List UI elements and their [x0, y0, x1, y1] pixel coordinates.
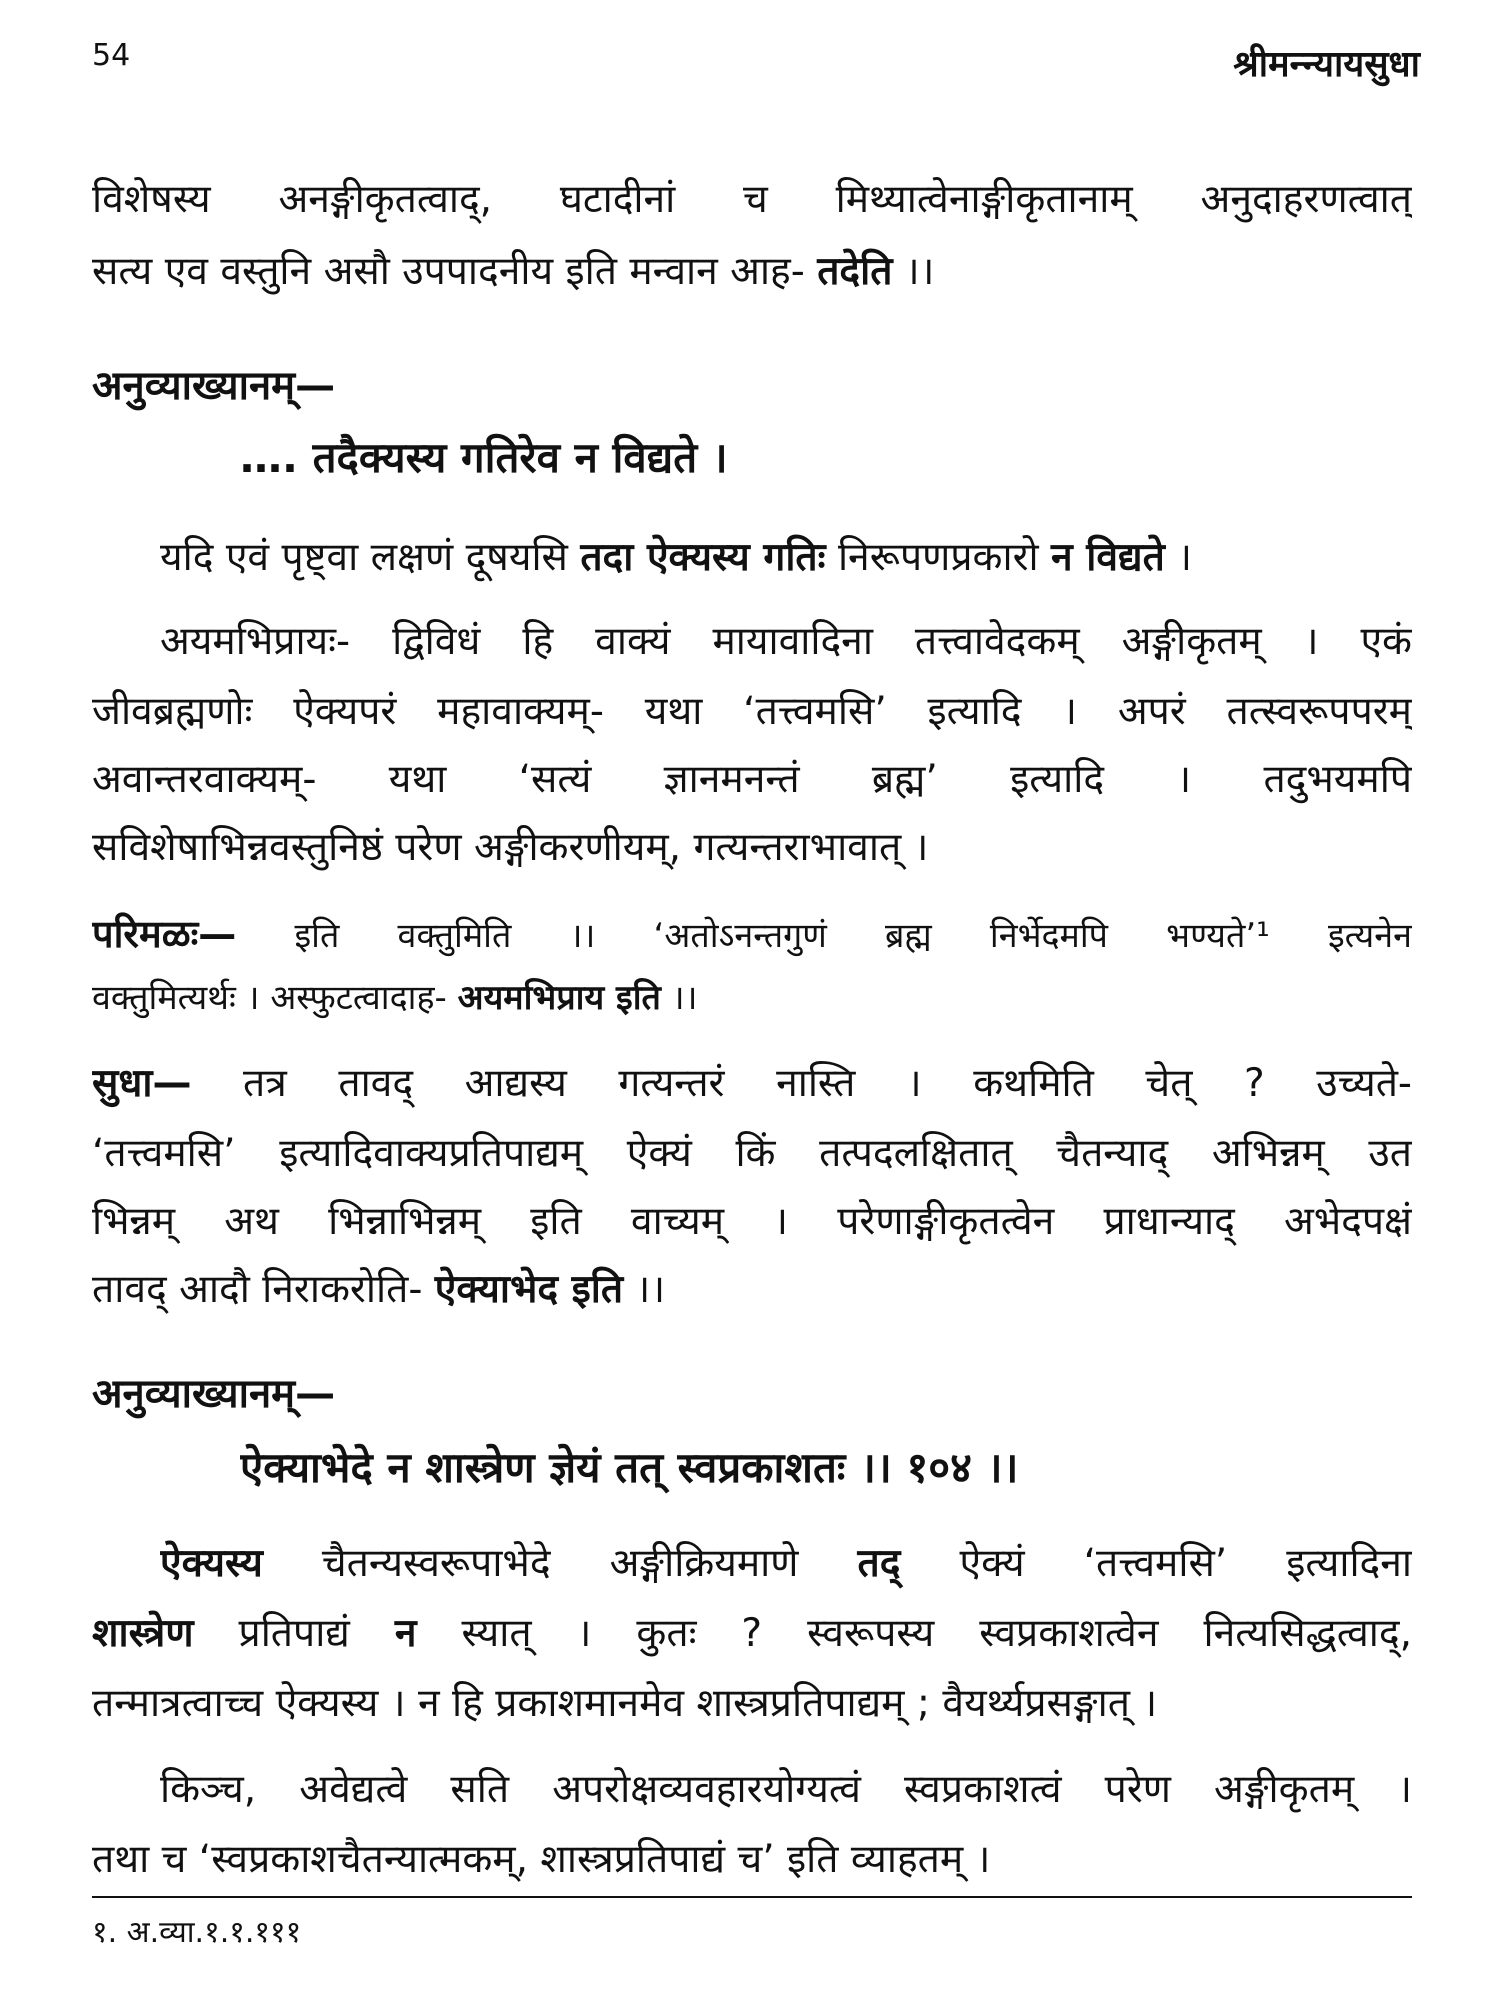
text-run: प्रतिपाद्यं	[193, 1611, 395, 1656]
paragraph-2	[160, 530, 1412, 586]
bold-term: ऐक्यस्य	[160, 1541, 263, 1586]
bold-term: अयमभिप्राय इति	[457, 978, 661, 1018]
bold-term: ऐक्याभेद इति	[434, 1267, 624, 1312]
text-run: सत्य एव वस्तुनि असौ उपपादनीय इति मन्वान आह-	[92, 249, 818, 294]
bold-term: तदा ऐक्यस्य गतिः	[580, 535, 826, 580]
text-run: स्यात् । कुतः ? स्वरूपस्य स्वप्रकाशत्वेन नित्यसिद्धत्वाद्,	[416, 1611, 1412, 1656]
text-run: तावद् आदौ निराकरोति-	[92, 1267, 435, 1312]
footnote: १. अ.व्या.१.१.१११	[92, 1915, 302, 1950]
sudha-line-4	[92, 1262, 1412, 1318]
text-run: ऐक्यं ‘तत्त्वमसि’ इत्यादिना	[900, 1541, 1412, 1586]
paragraph-4-line-1	[160, 1536, 1412, 1592]
sudha-label: सुधा—	[92, 1061, 192, 1106]
paragraph-5-line-1: किञ्च, अवेद्यत्वे सति अपरोक्षव्यवहारयोग्यत्वं स्वप्रकाशत्वं परेण अङ्गीकृतम् ।	[160, 1767, 1412, 1812]
bold-term: न विद्यते	[1051, 535, 1165, 580]
bold-term: तदेति	[817, 249, 893, 294]
anuvyakhyana-heading-2: अनुव्याख्यानम्—	[92, 1371, 336, 1417]
running-title: श्रीमन्न्यायसुधा	[1233, 44, 1420, 85]
parimala-line-2	[92, 970, 1412, 1026]
sudha-line-1	[92, 1056, 1412, 1112]
text-run: ।	[1164, 535, 1193, 580]
sudha-line-2: ‘तत्त्वमसि’ इत्यादिवाक्यप्रतिपाद्यम् ऐक्यं किं तत्पदलक्षितात् चैतन्याद् अभिन्नम् उत	[92, 1131, 1412, 1176]
anuvyakhyana-heading-1: अनुव्याख्यानम्—	[92, 363, 336, 409]
text-run: यदि एवं पृष्ट्वा लक्षणं दूषयसि	[160, 535, 581, 580]
paragraph-4-line-3: तन्मात्रत्वाच्च ऐक्यस्य । न हि प्रकाशमानमेव शास्त्रप्रतिपाद्यम् ; वैयर्थ्यप्रसङ्गात् ।	[92, 1681, 1158, 1726]
sudha-line-3: भिन्नम् अथ भिन्नाभिन्नम् इति वाच्यम् । परेणाङ्गीकृतत्वेन प्राधान्याद् अभेदपक्षं	[92, 1199, 1412, 1244]
text-run: वक्तुमित्यर्थः । अस्फुटत्वादाह-	[92, 978, 458, 1018]
paragraph-1-line-1: विशेषस्य अनङ्गीकृतत्वाद्, घटादीनां च मिथ्यात्वेनाङ्गीकृतानाम् अनुदाहरणत्वात्	[92, 177, 1412, 222]
paragraph-3-line-4: सविशेषाभिन्नवस्तुनिष्ठं परेण अङ्गीकरणीयम्, गत्यन्तराभावात् ।	[92, 825, 929, 870]
text-run: इति वक्तुमिति ।। ‘अतोऽनन्तगुणं ब्रह्म निर्भेदमपि भण्यते’¹ इत्यनेन	[236, 916, 1412, 956]
paragraph-3-line-2: जीवब्रह्मणोः ऐक्यपरं महावाक्यम्- यथा ‘तत्त्वमसि’ इत्यादि । अपरं तत्स्वरूपपरम्	[92, 689, 1412, 734]
text-run: निरूपणप्रकारो	[825, 535, 1052, 580]
paragraph-4-line-2	[92, 1606, 1412, 1662]
paragraph-5-line-2: तथा च ‘स्वप्रकाशचैतन्यात्मकम्, शास्त्रप्रतिपाद्यं च’ इति व्याहतम् ।	[92, 1837, 991, 1882]
parimala-label: परिमळः—	[92, 912, 237, 956]
footnote-divider	[92, 1896, 1412, 1898]
bold-term: शास्त्रेण	[92, 1611, 194, 1656]
verse-1: …. तदैक्यस्य गतिरेव न विद्यते ।	[240, 433, 728, 482]
paragraph-3-line-1: अयमभिप्रायः- द्विविधं हि वाक्यं मायावादिना तत्त्वावेदकम् अङ्गीकृतम् । एकं	[160, 619, 1412, 664]
paragraph-3-line-3: अवान्तरवाक्यम्- यथा ‘सत्यं ज्ञानमनन्तं ब्रह्म’ इत्यादि । तदुभयमपि	[92, 757, 1412, 802]
text-run: ।।	[623, 1267, 666, 1312]
bold-term: तद्	[857, 1541, 901, 1586]
text-run: तत्र तावद् आद्यस्य गत्यन्तरं नास्ति । कथमिति चेत् ? उच्यते-	[191, 1061, 1412, 1106]
text-run: चैतन्यस्वरूपाभेदे अङ्गीक्रियमाणे	[262, 1541, 858, 1586]
text-run: ।।	[892, 249, 935, 294]
verse-104: ऐक्याभेदे न शास्त्रेण ज्ञेयं तत् स्वप्रकाशतः ।। १०४ ।।	[240, 1443, 1019, 1492]
paragraph-1-line-2	[92, 244, 1412, 300]
parimala-line-1	[92, 906, 1412, 964]
bold-term: न	[394, 1611, 417, 1656]
page-number: 54	[92, 38, 131, 73]
text-run: ।।	[660, 978, 698, 1018]
